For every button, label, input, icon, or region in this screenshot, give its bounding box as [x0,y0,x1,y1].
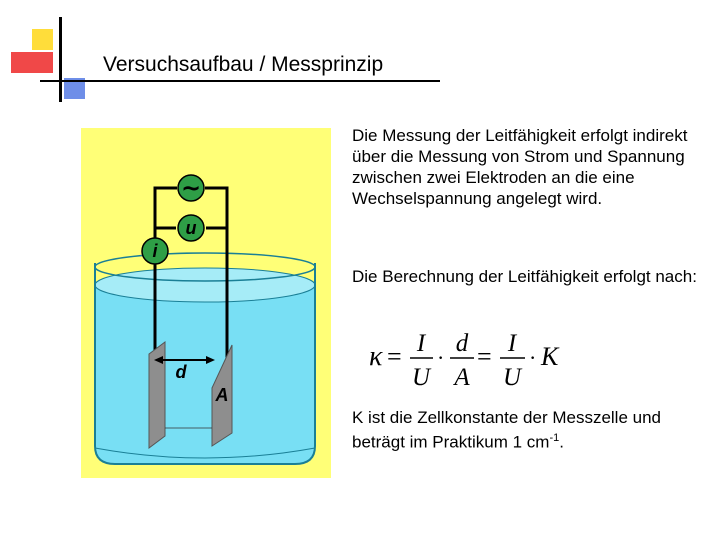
cell-constant-end: . [559,432,564,452]
formula-num2: d [455,330,469,357]
conductivity-formula [365,325,575,395]
formula-eq1: = [387,342,402,371]
corner-red-bar [11,52,53,73]
formula-den1: U [411,364,431,391]
cell-constant-text: K ist die Zellkonstante der Messzelle und beträgt im Praktikum 1 cm [352,408,661,452]
title-underline [40,80,440,82]
formula-dot1: · [437,345,445,370]
paragraph-measurement: Die Messung der Leitfähigkeit erfolgt indirekt über die Messung von Strom und Spannung zwischen zwei Elektroden an die eine Wechselspannung angelegt wird. [352,126,688,208]
formula-eq2: = [477,342,492,371]
ammeter-label: i [152,241,158,261]
formula-den2: A [454,364,470,391]
measurement-cell-diagram [81,128,331,478]
formula-dot2: · [529,345,537,370]
formula-den3: U [502,364,522,391]
ac-source-label: ~ [180,174,202,202]
distance-label: d [175,362,187,382]
cell-constant-exponent: -1 [549,432,560,444]
beaker-water [95,285,315,464]
paragraph-calculation: Die Berechnung der Leitfähigkeit erfolgt nach: [352,267,697,286]
formula-num3: I [507,330,517,357]
area-label: A [215,385,229,405]
water-surface [95,268,315,302]
voltmeter-label: u [185,218,197,238]
paragraph-cell-constant [352,407,712,453]
formula-num1: I [416,330,426,357]
corner-vertical-line [59,17,62,102]
formula-kappa: κ [369,341,383,372]
formula-k: K [541,342,559,371]
corner-yellow-square [32,29,53,50]
slide-title: Versuchsaufbau / Messprinzip [103,53,384,76]
